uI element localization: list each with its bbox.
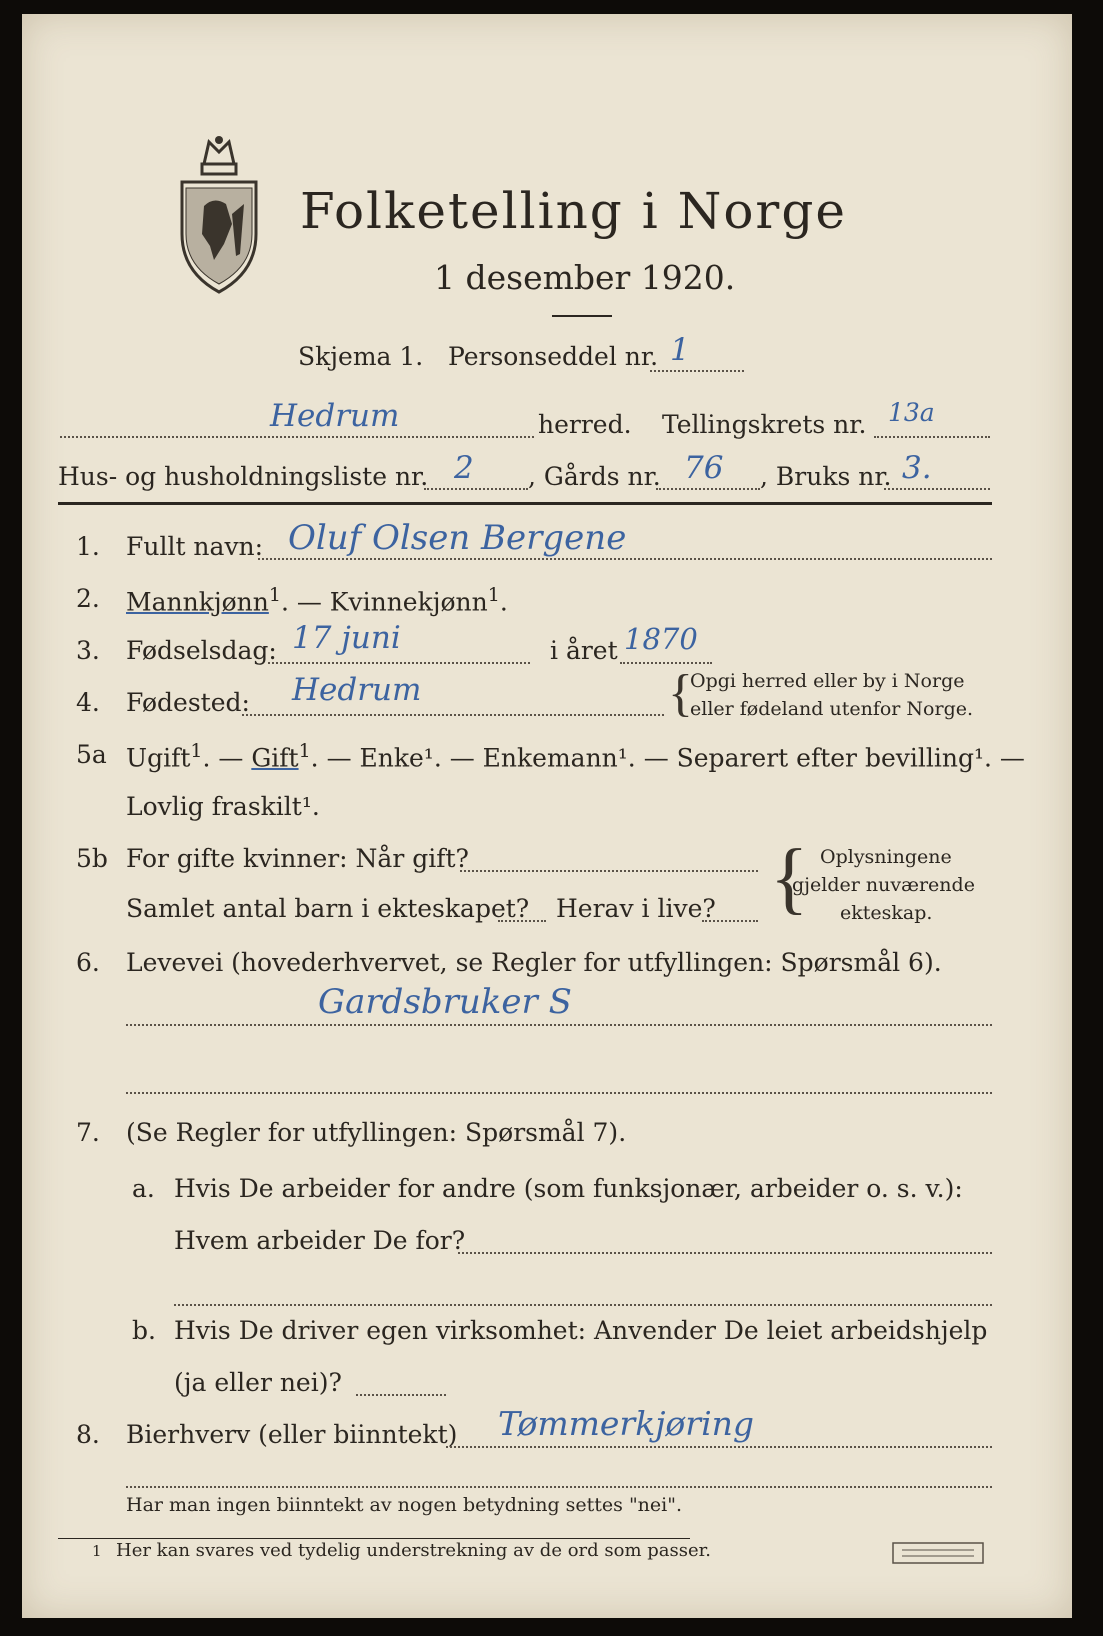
option-mannkjonn[interactable]: Mannkjønn [126,587,269,617]
full-name-value[interactable]: Oluf Olsen Bergene [288,518,627,558]
q7-number: 7. [76,1118,100,1147]
footnote-mark: 1 [92,1542,102,1560]
q7a-letter: a. [132,1174,155,1203]
q5b-line1: For gifte kvinner: Når gift? [126,844,469,873]
tellingskrets-label: Tellingskrets nr. [662,410,867,439]
q1-number: 1. [76,532,100,561]
birthday-value[interactable]: 17 juni [292,620,401,656]
personseddel-label: Personseddel nr. [448,342,659,371]
children-alive-field[interactable] [702,920,758,922]
q7b-line2: (ja eller nei)? [174,1368,342,1397]
gards-label: , Gårds nr. [528,462,661,491]
option-other-statuses[interactable]: . — Enke¹. — Enkemann¹. — Separert efter bevilling¹. — [310,743,1025,773]
q5a-number: 5a [76,740,107,769]
option-kvinnekjonn[interactable]: Kvinnekjønn [329,587,488,617]
title-divider [552,315,612,317]
occupation-extra-line[interactable] [126,1092,992,1094]
q8-number: 8. [76,1420,100,1449]
printer-stamp-icon [892,1542,984,1564]
census-date: 1 desember 1920. [434,258,736,297]
census-form: Folketelling i Norge 1 desember 1920. Skjema 1. Personseddel nr. 1 Hedrum herred. Tellingskrets nr. 13a Hus- og husholdningsliste nr. 2 , Gårds nr. 76 , Bruks nr. 3. 1. Fullt navn: Oluf Olsen Bergene 2. Mannkjønn$^1$. — Kvinnekjønn$^1$. 3. Fødselsdag: 17 juni i året 1870 4. Fødested: Hedrum { Opgi herred eller by i Norge eller fødeland utenfor Norge. 5a Ugift$^1$. — Gift$^1$. — Enke¹. — Enkemann¹. — Separert efter bevilling¹. — Lovlig fraskilt¹. 5b For gifte kvinner: Når gift? Samlet antal barn i ekteskapet? Herav i live? { Oplysningene gjelder nuværende ekteskap. 6. Levevei (hovederhvervet, se Regler for utfyllingen: Spørsmål 6). Gardsbruker S 7. (Se Regler for utfyllingen: Spørsmål 7). a. Hvis De arbeider for andre (som funksjonær, arbeider o. s. v.): Hvem arbeider De for? b. Hvis De driver egen virksomhet: Anvender De leiet arbeidshjelp (ja eller nei)? 8. Bierhverv (eller biinntekt) Tømmerkjøring Har man ingen biinntekt av nogen betydning settes "nei". 1 Her kan svares ved tydelig understrekning av de ord som passer. [22,14,1072,1618]
herred-label: herred. [538,410,632,439]
bruks-value[interactable]: 3. [902,450,932,486]
q4-note-line1: Opgi herred eller by i Norge [690,670,965,692]
header-rule [58,502,992,505]
schema-label: Skjema 1. [298,342,424,371]
gards-value[interactable]: 76 [684,450,724,486]
personseddel-value[interactable]: 1 [670,332,690,368]
footer-note: Har man ingen biinntekt av nogen betydning settes "nei". [126,1494,683,1516]
q5b-note-line3: ekteskap. [840,902,933,924]
occupation-value[interactable]: Gardsbruker S [318,982,572,1022]
q2-number: 2. [76,584,100,613]
q5b-number: 5b [76,844,108,873]
q5b-note-line2: gjelder nuværende [792,874,975,896]
form-title: Folketelling i Norge [300,182,847,240]
q7b-letter: b. [132,1316,156,1345]
q5b-alive-label: Herav i live? [556,894,716,923]
tellingskrets-value[interactable]: 13a [888,398,935,427]
q7b-line1: Hvis De driver egen virksomhet: Anvender De leiet arbeidshjelp [174,1316,988,1345]
footnote-rule [58,1538,690,1539]
q2-options: Mannkjønn$^1$. — Kvinnekjønn$^1$. [126,584,508,617]
q1-label: Fullt navn: [126,532,264,561]
q6-label: Levevei (hovederhvervet, se Regler for utfyllingen: Spørsmål 6). [126,948,942,977]
footnote-text: Her kan svares ved tydelig understrekning av de ord som passer. [116,1540,711,1561]
when-married-field[interactable] [460,870,758,872]
children-count-field[interactable] [498,920,546,922]
q5b-note-line1: Oplysningene [820,846,952,868]
hus-label: Hus- og husholdningsliste nr. [58,462,429,491]
q6-number: 6. [76,948,100,977]
q5a-options: Ugift$^1$. — Gift$^1$. — Enke¹. — Enkemann¹. — Separert efter bevilling¹. — [126,740,1025,773]
q7a-line2: Hvem arbeider De for? [174,1226,466,1255]
option-gift[interactable]: Gift [251,743,299,773]
option-lovlig-fraskilt[interactable]: Lovlig fraskilt¹. [126,792,320,821]
norway-coat-of-arms-icon [174,134,264,294]
q7-label: (Se Regler for utfyllingen: Spørsmål 7). [126,1118,627,1147]
employer-extra-line[interactable] [174,1304,992,1306]
side-occupation-value[interactable]: Tømmerkjøring [498,1404,755,1443]
option-ugift[interactable]: Ugift [126,743,191,773]
bruks-label: , Bruks nr. [760,462,892,491]
q4-note-line2: eller fødeland utenfor Norge. [690,698,974,720]
birthplace-value[interactable]: Hedrum [292,672,422,708]
q5b-children-label: Samlet antal barn i ekteskapet? [126,894,530,923]
q4-label: Fødested: [126,688,250,717]
hired-help-field[interactable] [356,1394,446,1396]
employer-field[interactable] [458,1252,992,1254]
q7a-line1: Hvis De arbeider for andre (som funksjonær, arbeider o. s. v.): [174,1174,963,1203]
q8-label: Bierhverv (eller biinntekt) [126,1420,458,1449]
q4-number: 4. [76,688,100,717]
q3-label: Fødselsdag: [126,636,277,665]
hus-value[interactable]: 2 [454,450,474,486]
q3-number: 3. [76,636,100,665]
year-label: i året [550,636,618,665]
birth-year-value[interactable]: 1870 [624,622,698,656]
herred-value[interactable]: Hedrum [270,398,400,434]
